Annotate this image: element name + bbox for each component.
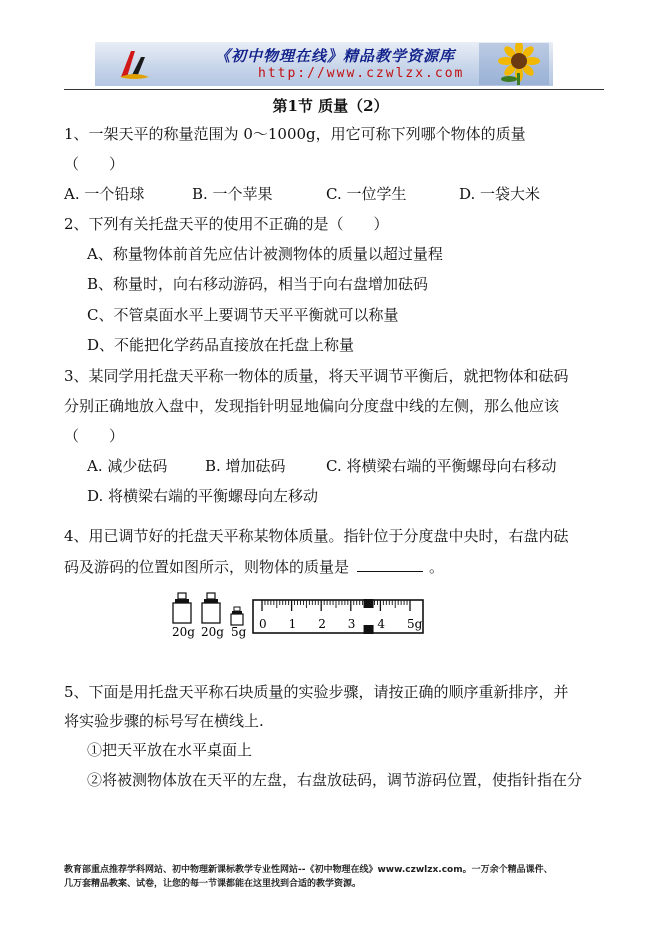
rider-bottom	[364, 625, 374, 634]
scale-tick-label: 4	[377, 617, 386, 631]
q2-stem: 2、下列有关托盘天平的使用不正确的是（ ）	[64, 215, 389, 233]
q4-stem-end: 。	[429, 558, 445, 576]
weight-label-2: 20g	[201, 625, 224, 639]
page-title: 第1节 质量（2）	[272, 97, 389, 115]
scale-tick-label: 5g	[407, 617, 423, 631]
q4-stem-line1: 4、用已调节好的托盘天平称某物体质量。指针位于分度盘中央时，右盘内砝	[64, 527, 569, 545]
weights-and-rider-figure	[170, 590, 432, 642]
q1-option-a: A. 一个铅球	[64, 185, 145, 203]
weight-20g-2	[202, 593, 220, 623]
scale-tick-label: 1	[288, 617, 297, 631]
page-footer	[64, 863, 604, 891]
weight-20g-1	[173, 593, 191, 623]
header-rule	[64, 89, 604, 90]
q3-option-a: A. 减少砝码	[87, 457, 168, 475]
q3-option-d: D. 将横梁右端的平衡螺母向左移动	[87, 487, 319, 505]
weight-5g	[231, 607, 243, 625]
footer-line-2: 几万套精品教案、试卷，让您的每一节课都能在这里找到合适的教学资源。	[64, 879, 362, 889]
q1-stem: 1、一架天平的称量范围为 0～1000g，用它可称下列哪个物体的质量	[64, 125, 526, 143]
banner-title: 《初中物理在线》精品教学资源库	[215, 47, 456, 65]
q3-stem-line2: 分别正确地放入盘中，发现指针明显地偏向分度盘中线的左侧，那么他应该	[64, 397, 560, 415]
sunflower-icon	[479, 43, 549, 85]
q2-option-c: C、不管桌面水平上要调节天平平衡就可以称量	[87, 306, 399, 324]
rider-top	[364, 599, 374, 608]
q5-stem-line1: 5、下面是用托盘天平称石块质量的实验步骤，请按正确的顺序重新排序，并	[64, 683, 569, 701]
q4-stem-line2	[64, 557, 444, 577]
weight-label-1: 20g	[172, 625, 195, 639]
q5-step-2: ②将被测物体放在天平的左盘，右盘放砝码，调节游码位置，使指针指在分	[87, 771, 583, 789]
q1-option-d: D. 一袋大米	[459, 185, 541, 203]
q2-option-a: A、称量物体前首先应估计被测物体的质量以超过量程	[87, 245, 443, 263]
q3-option-c: C. 将横梁右端的平衡螺母向右移动	[326, 457, 557, 475]
q3-option-b: B. 增加砝码	[205, 457, 286, 475]
weight-label-3: 5g	[231, 625, 247, 639]
footer-line-1: 教育部重点推荐学科网站、初中物理新课标教学专业性网站--《初中物理在线》www.czwlzx.com。一万余个精品课件、	[64, 865, 553, 875]
rider-scale	[253, 599, 423, 634]
scale-tick-label: 2	[318, 617, 326, 631]
q2-option-d: D、不能把化学药品直接放在托盘上称量	[87, 336, 355, 354]
q5-stem-line2: 将实验步骤的标号写在横线上.	[64, 712, 264, 730]
q4-answer-blank[interactable]	[357, 557, 423, 572]
q5-step-1: ①把天平放在水平桌面上	[87, 741, 253, 759]
header-banner	[95, 42, 553, 86]
q4-stem-text: 码及游码的位置如图所示，则物体的质量是	[64, 558, 350, 576]
scale-tick-label: 3	[347, 617, 356, 631]
q1-option-c: C. 一位学生	[326, 185, 407, 203]
banner-url: http://www.czwlzx.com	[258, 66, 465, 81]
scale-tick-label: 0	[259, 617, 267, 631]
q1-answer-paren: （ ）	[64, 155, 125, 173]
q2-option-b: B、称量时，向右移动游码，相当于向右盘增加砝码	[87, 275, 429, 293]
q3-answer-paren: （ ）	[64, 427, 125, 445]
logo-icon	[117, 47, 151, 81]
q3-stem-line1: 3、某同学用托盘天平称一物体的质量，将天平调节平衡后，就把物体和砝码	[64, 367, 569, 385]
q1-option-b: B. 一个苹果	[192, 185, 273, 203]
